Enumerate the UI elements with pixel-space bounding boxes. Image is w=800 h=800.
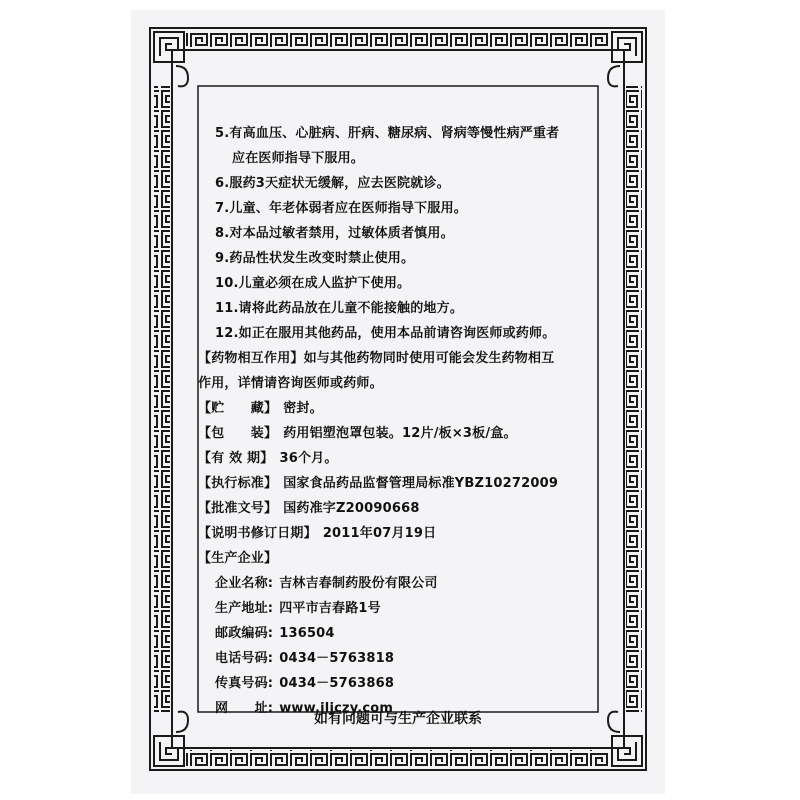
storage-value: 密封。 (283, 401, 323, 416)
address-row (215, 597, 381, 616)
postcode-label: 邮政编码: (215, 626, 274, 641)
approval-label: 【批准文号】 (198, 501, 278, 516)
precaution-item-11: 11.请将此药品放在儿童不能接触的地方。 (215, 301, 464, 316)
expiry-row (198, 447, 338, 466)
package-label: 【包 装】 (198, 426, 278, 441)
company-name-row (215, 572, 438, 591)
company-name-value: 吉林吉春制药股份有限公司 (279, 576, 438, 591)
contact-note: 如有问题可与生产企业联系 (314, 711, 482, 727)
standard-row (198, 472, 558, 491)
phone-label: 电话号码: (215, 651, 274, 666)
approval-row (198, 497, 420, 516)
package-row (198, 422, 517, 441)
phone-value: 0434－5763818 (279, 651, 395, 666)
revision-date-label: 【说明书修订日期】 (198, 526, 317, 541)
precaution-item-12: 12.如正在服用其他药品，使用本品前请咨询医师或药师。 (215, 326, 556, 341)
precaution-item-6: 6.服药3天症状无缓解，应去医院就诊。 (215, 176, 450, 191)
precaution-item-9: 9.药品性状发生改变时禁止使用。 (215, 251, 415, 266)
postcode-value: 136504 (279, 626, 335, 641)
phone-row (215, 647, 394, 666)
fax-value: 0434－5763868 (279, 676, 395, 691)
precaution-item-7: 7.儿童、年老体弱者应在医师指导下服用。 (215, 201, 467, 216)
revision-date-value: 2011年07月19日 (322, 526, 437, 541)
manufacturer-heading: 【生产企业】 (198, 551, 278, 566)
precaution-item-8: 8.对本品过敏者禁用，过敏体质者慎用。 (215, 226, 454, 241)
standard-label: 【执行标准】 (198, 476, 278, 491)
revision-date-row (198, 522, 436, 541)
address-value: 四平市吉春路1号 (279, 601, 381, 616)
fax-row (215, 672, 394, 691)
approval-value: 国药准字Z20090668 (283, 501, 420, 516)
postcode-row (215, 622, 335, 641)
standard-value: 国家食品药品监督管理局标准YBZ10272009 (283, 476, 559, 491)
website-label: 网 址: (215, 701, 274, 716)
interaction-text: 如与其他药物同时使用可能会发生药物相互 (303, 351, 555, 366)
expiry-label: 【有 效 期】 (198, 451, 274, 466)
expiry-value: 36个月。 (279, 451, 338, 466)
precaution-item-5-cont: 应在医师指导下服用。 (232, 151, 365, 166)
interaction-section (198, 347, 554, 366)
storage-label: 【贮 藏】 (198, 401, 278, 416)
interaction-text-cont: 作用，详情请咨询医师或药师。 (198, 376, 383, 391)
precaution-item-5: 5.有高血压、心脏病、肝病、糖尿病、肾病等慢性病严重者 (215, 126, 560, 141)
interaction-label: 【药物相互作用】 (198, 351, 304, 366)
fax-label: 传真号码: (215, 676, 274, 691)
company-name-label: 企业名称: (215, 576, 274, 591)
precaution-item-10: 10.儿童必须在成人监护下使用。 (215, 276, 411, 291)
storage-row (198, 397, 323, 416)
address-label: 生产地址: (215, 601, 274, 616)
package-value: 药用铝塑泡罩包装。12片/板×3板/盒。 (283, 426, 517, 441)
website-value: www.jljczy.com (279, 701, 394, 716)
